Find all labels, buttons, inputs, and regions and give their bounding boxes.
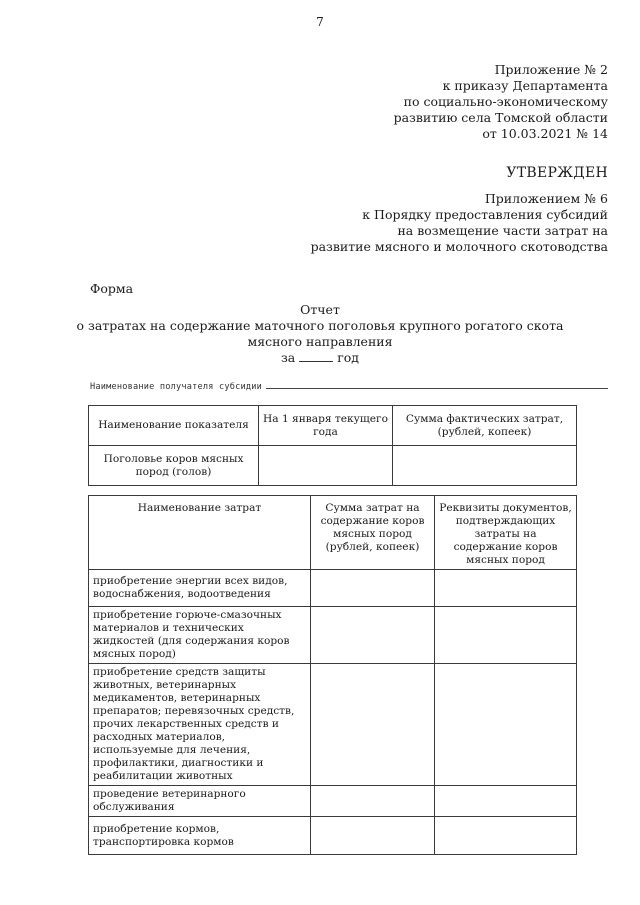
table-cell: приобретение кормов, транспортировка кормов — [89, 817, 311, 855]
recipient-label: Наименование получателя субсидии — [90, 382, 262, 392]
approved-block — [311, 191, 608, 255]
approved-line: Приложением № 6 — [484, 191, 608, 206]
table-row — [89, 570, 577, 607]
table-input-cell[interactable] — [311, 786, 435, 817]
table-cell: приобретение горюче-смазочных материалов и технических жидкостей (для содержания коров мясных пород) — [89, 607, 311, 664]
table-cell: приобретение энергии всех видов, водоснабжения, водоотведения — [89, 570, 311, 607]
table-header-cell: Сумма затрат на содержание коров мясных пород (рублей, копеек) — [311, 496, 435, 570]
table-header-row — [89, 406, 577, 446]
table-input-cell[interactable] — [435, 786, 577, 817]
table-input-cell[interactable] — [435, 570, 577, 607]
table-input-cell[interactable] — [311, 817, 435, 855]
table-cell: Поголовье коров мясных пород (голов) — [89, 446, 259, 486]
table-header-cell: Реквизиты документов, подтверждающих затраты на содержание коров мясных пород — [435, 496, 577, 570]
table-cell: приобретение средств защиты животных, ветеринарных медикаментов, ветеринарных препаратов; перевязочных средств, прочих лекарственных средств и расходных материалов, используемые для лечения, профилактики, диагностики и реабилитации животных — [89, 664, 311, 786]
table-input-cell[interactable] — [259, 446, 393, 486]
report-subtitle: мясного направления — [247, 334, 393, 349]
recipient-field[interactable] — [266, 379, 608, 389]
appendix-line: по социально-экономическому — [403, 94, 608, 109]
report-title: Отчет — [300, 302, 340, 317]
table-input-cell[interactable] — [311, 607, 435, 664]
table-row — [89, 664, 577, 786]
table-input-cell[interactable] — [435, 664, 577, 786]
approved-label: УТВЕРЖДЕН — [506, 165, 608, 181]
table-row — [89, 607, 577, 664]
approved-line: к Порядку предоставления субсидий — [362, 207, 608, 222]
period-prefix: за — [280, 350, 296, 365]
table-input-cell[interactable] — [435, 607, 577, 664]
costs-table — [88, 495, 577, 855]
appendix-line: от 10.03.2021 № 14 — [482, 126, 608, 141]
table-input-cell[interactable] — [393, 446, 577, 486]
table-input-cell[interactable] — [311, 570, 435, 607]
year-field[interactable] — [299, 351, 333, 362]
approved-line: развитие мясного и молочного скотоводства — [310, 239, 608, 254]
form-label: Форма — [90, 281, 134, 296]
report-period — [0, 350, 640, 366]
table-input-cell[interactable] — [311, 664, 435, 786]
table-row — [89, 817, 577, 855]
table-header-cell: Наименование показателя — [89, 406, 259, 446]
table-header-row — [89, 496, 577, 570]
period-suffix: год — [337, 350, 360, 365]
appendix-line: Приложение № 2 — [494, 62, 608, 77]
table-header-cell: Наименование затрат — [89, 496, 311, 570]
appendix-line: к приказу Департамента — [442, 78, 608, 93]
table-row — [89, 786, 577, 817]
approved-line: на возмещение части затрат на — [397, 223, 608, 238]
table-header-cell: Сумма фактических затрат, (рублей, копеек) — [393, 406, 577, 446]
appendix-block — [394, 62, 608, 142]
table-header-cell: На 1 января текущего года — [259, 406, 393, 446]
table-cell: проведение ветеринарного обслуживания — [89, 786, 311, 817]
report-subtitle: о затратах на содержание маточного поголовья крупного рогатого скота — [76, 318, 564, 333]
appendix-line: развитию села Томской области — [393, 110, 608, 125]
recipient-row — [90, 379, 608, 392]
report-title-block — [0, 302, 640, 366]
page-number: 7 — [316, 15, 324, 29]
table-row — [89, 446, 577, 486]
headcount-table — [88, 405, 577, 486]
table-input-cell[interactable] — [435, 817, 577, 855]
